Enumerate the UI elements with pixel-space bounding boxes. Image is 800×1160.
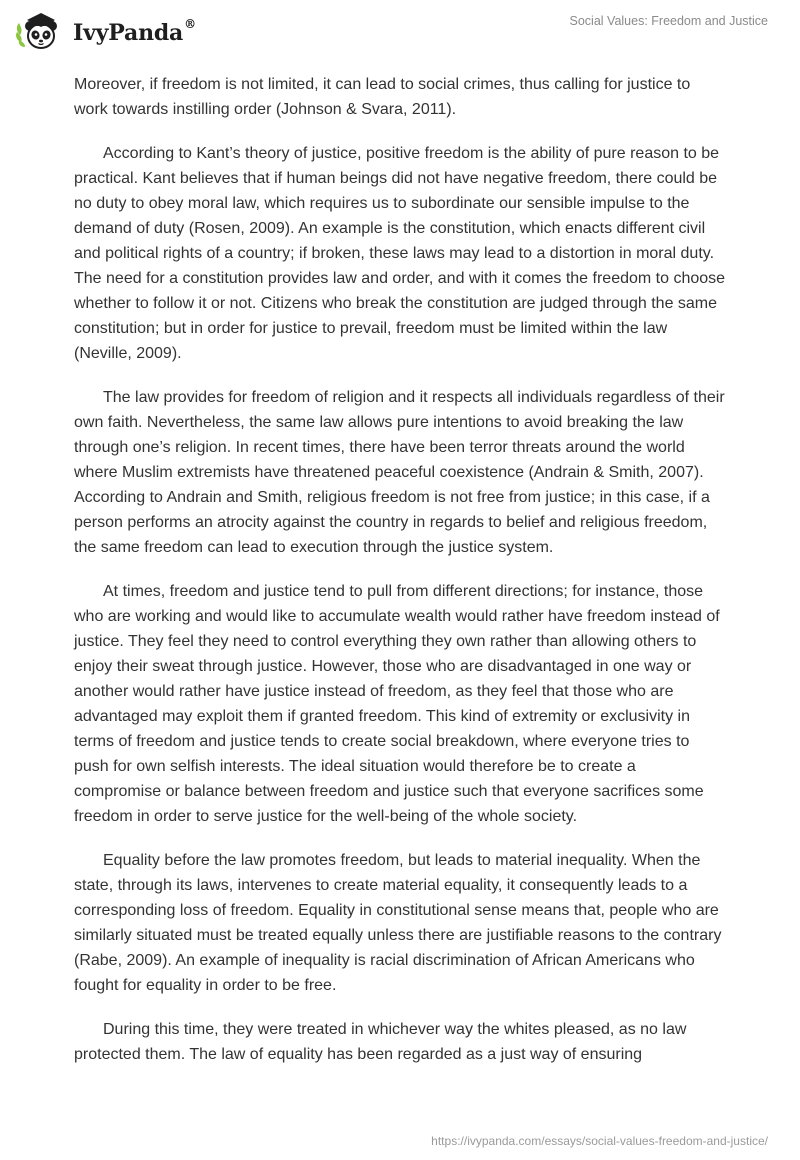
essay-body — [74, 72, 726, 1086]
registered-mark: ® — [184, 16, 196, 31]
paragraph-1: Moreover, if freedom is not limited, it can lead to social crimes, thus calling for justice to work towards instilling order (Johnson & Svara, 2011). — [74, 76, 691, 118]
brand-name-text: IvyPanda — [73, 19, 184, 46]
paragraph-6: During this time, they were treated in whichever way the whites pleased, as no law protected them. The law of equality has been regarded as a just way of ensuring — [74, 1021, 687, 1063]
document-title: Social Values: Freedom and Justice — [569, 14, 768, 28]
brand-logo-link[interactable] — [15, 9, 196, 53]
panda-graduation-cap-logo-icon — [15, 9, 67, 53]
paragraph-3: The law provides for freedom of religion and it respects all individuals regardless of their own faith. Nevertheless, the same law allows pure intentions to avoid breaking the law through one’s religion. In recent times, there have been terror threats around the world where Muslim extremists have threatened peaceful coexistence (Andrain & Smith, 2007). According to Andrain and Smith, religious freedom is not free from justice; in this case, if a person performs an atrocity against the country in regards to belief and religious freedom, the same freedom can lead to execution through the justice system. — [74, 389, 725, 556]
paragraph-4: At times, freedom and justice tend to pull from different directions; for instance, those who are working and would like to accumulate wealth would rather have freedom instead of justice. They feel they need to control everything they own rather than allowing others to enjoy their sweat through justice. However, those who are disadvantaged in one way or another would rather have justice instead of freedom, as they feel that those who are advantaged may exploit them if granted freedom. This kind of extremity or exclusivity in terms of freedom and justice tends to create social breakdown, where everyone tries to push for own selfish interests. The ideal situation would therefore be to create a compromise or balance between freedom and justice such that everyone sacrifices some freedom in order to serve justice for the well-being of the whole society. — [74, 583, 720, 825]
page-header — [0, 0, 800, 60]
brand-name — [73, 17, 196, 46]
source-url-link[interactable]: https://ivypanda.com/essays/social-values-freedom-and-justice/ — [431, 1134, 768, 1148]
paragraph-2: According to Kant’s theory of justice, positive freedom is the ability of pure reason to be practical. Kant believes that if human beings did not have negative freedom, there could be no duty to obey moral law, which requires us to subordinate our sensible impulse to the demand of duty (Rosen, 2009). An example is the constitution, which enacts different civil and political rights of a country; if broken, these laws may lead to a distortion in moral duty. The need for a constitution provides law and order, and with it comes the freedom to choose whether to follow it or not. Citizens who break the constitution are judged through the same constitution; but in order for justice to prevail, freedom must be limited within the law (Neville, 2009). — [74, 145, 726, 362]
paragraph-5: Equality before the law promotes freedom, but leads to material inequality. When the state, through its laws, intervenes to create material equality, it consequently leads to a corresponding loss of freedom. Equality in constitutional sense means that, people who are similarly situated must be treated equally unless there are justifiable reasons to the contrary (Rabe, 2009). An example of inequality is racial discrimination of African Americans who fought for equality in order to be free. — [74, 852, 722, 994]
